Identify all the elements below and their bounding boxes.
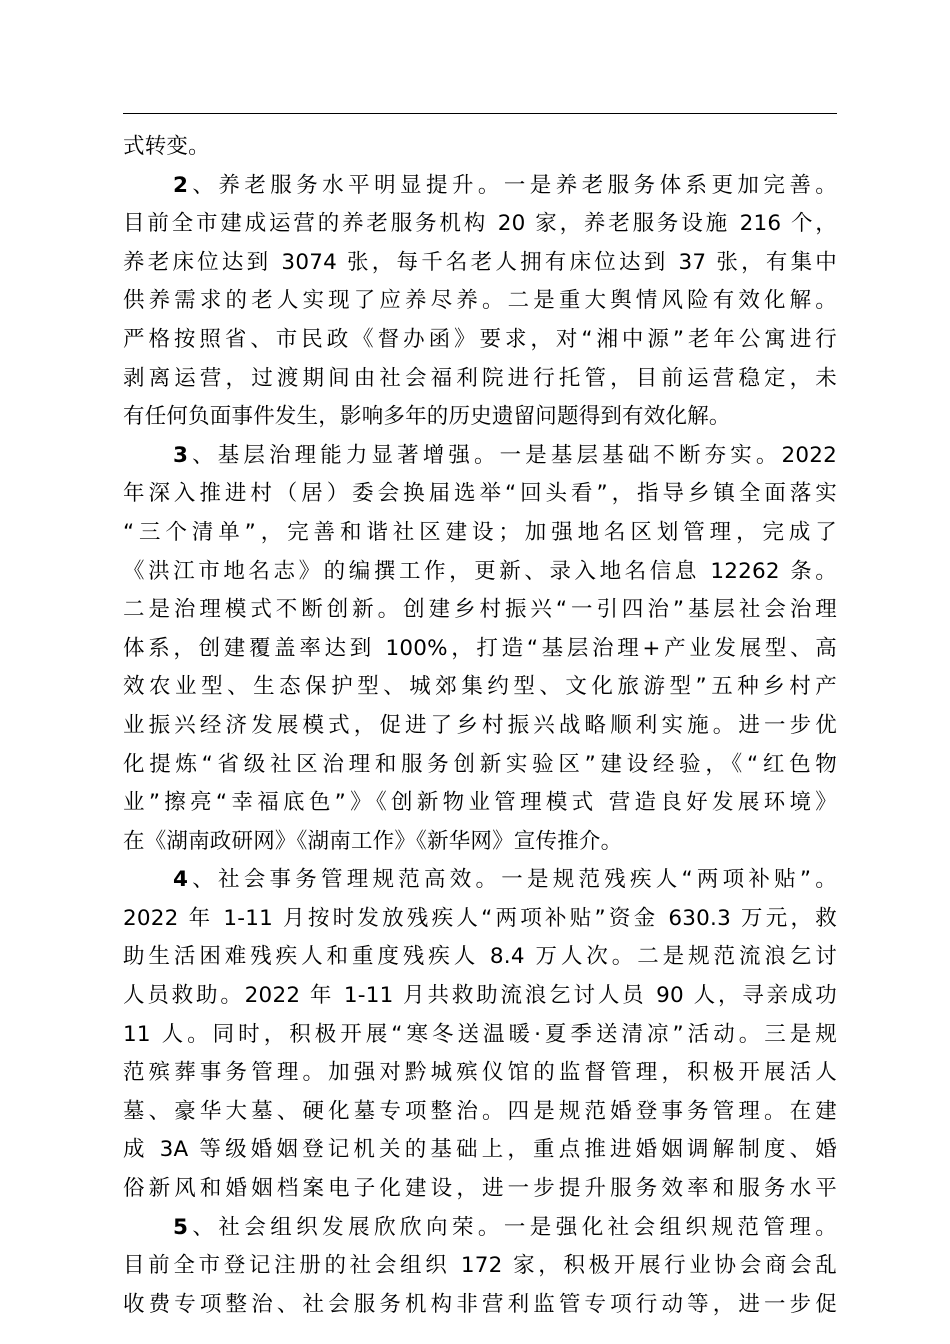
text-line	[123, 591, 837, 630]
text-line	[123, 398, 837, 437]
line-text: 目前全市建成运营的养老服务机构 20 家，养老服务设施 216 个，	[123, 211, 837, 237]
text-line	[123, 1170, 837, 1209]
text-line	[123, 360, 837, 399]
document-body	[123, 128, 837, 1324]
line-text: 式转变。	[123, 134, 210, 159]
text-line	[123, 938, 837, 977]
text-line	[123, 1209, 837, 1248]
text-line	[123, 514, 837, 553]
text-line	[123, 668, 837, 707]
line-text: 收费专项整治、社会服务机构非营利监管专项行动等，进一步促	[123, 1291, 837, 1317]
line-text: 体系，创建覆盖率达到 100%，打造“基层治理+产业发展型、高	[123, 635, 837, 661]
line-text: 、社会事务管理规范高效。一是规范残疾人“两项补贴”。	[188, 867, 837, 893]
text-line	[123, 437, 837, 476]
line-text: 、基层治理能力显著增强。一是基层基础不断夯实。2022	[188, 442, 837, 468]
text-line	[123, 746, 837, 785]
text-line	[123, 1247, 837, 1286]
text-line	[123, 167, 837, 206]
line-text: 《洪江市地名志》的编撰工作，更新、录入地名信息 12262 条。	[123, 558, 837, 584]
text-line	[123, 321, 837, 360]
line-text: 、社会组织发展欣欣向荣。一是强化社会组织规范管理。	[188, 1214, 837, 1240]
text-line	[123, 1093, 837, 1132]
line-text: 人员救助。2022 年 1-11 月共救助流浪乞讨人员 90 人，寻亲成功	[123, 983, 837, 1009]
line-text: 有任何负面事件发生，影响多年的历史遗留问题得到有效化解。	[123, 404, 731, 430]
line-text: 俗新风和婚姻档案电子化建设，进一步提升服务效率和服务水平	[123, 1176, 837, 1202]
text-line	[123, 1054, 837, 1093]
line-text: 剥离运营，过渡期间由社会福利院进行托管，目前运营稳定，未	[123, 365, 837, 391]
header-rule	[123, 113, 837, 114]
line-text: 养老床位达到 3074 张，每千名老人拥有床位达到 37 张，有集中	[123, 249, 837, 275]
line-text: 在《湖南政研网》《湖南工作》《新华网》宣传推介。	[123, 828, 623, 854]
line-text: 业振兴经济发展模式，促进了乡村振兴战略顺利实施。进一步优	[123, 712, 837, 738]
line-text: “三个清单”，完善和谐社区建设；加强地名区划管理，完成了	[123, 519, 837, 545]
line-text: 墓、豪华大墓、硬化墓专项整治。四是规范婚登事务管理。在建	[123, 1098, 837, 1124]
text-line	[123, 630, 837, 669]
line-text: 化提炼“省级社区治理和服务创新实验区”建设经验，《“红色物	[123, 751, 837, 777]
section-number: 4	[173, 867, 189, 893]
section-number: 3	[173, 442, 189, 468]
line-text: 成 3A 等级婚姻登记机关的基础上，重点推进婚姻调解制度、婚	[123, 1137, 837, 1163]
line-text: 目前全市登记注册的社会组织 172 家，积极开展行业协会商会乱	[123, 1253, 837, 1279]
section-number: 5	[173, 1214, 189, 1240]
line-text: 严格按照省、市民政《督办函》要求，对“湘中源”老年公寓进行	[123, 326, 837, 352]
text-line	[123, 1286, 837, 1325]
line-text: 2022 年 1-11 月按时发放残疾人“两项补贴”资金 630.3 万元，救	[123, 905, 837, 931]
line-text: 年深入推进村（居）委会换届选举“回头看”，指导乡镇全面落实	[123, 481, 837, 507]
line-text: 效农业型、生态保护型、城郊集约型、文化旅游型”五种乡村产	[123, 674, 837, 700]
text-line	[123, 900, 837, 939]
section-number: 2	[173, 172, 189, 198]
text-line	[123, 553, 837, 592]
line-text: 供养需求的老人实现了应养尽养。二是重大舆情风险有效化解。	[123, 288, 837, 314]
line-text: 二是治理模式不断创新。创建乡村振兴“一引四治”基层社会治理	[123, 597, 837, 623]
text-line	[123, 977, 837, 1016]
text-line	[123, 244, 837, 283]
text-line	[123, 784, 837, 823]
text-line	[123, 1016, 837, 1055]
line-text: 11 人。同时，积极开展“寒冬送温暖·夏季送清凉”活动。三是规	[123, 1021, 837, 1047]
text-line	[123, 282, 837, 321]
text-line	[123, 1131, 837, 1170]
text-line	[123, 205, 837, 244]
text-line	[123, 128, 837, 167]
text-line	[123, 861, 837, 900]
line-text: 、养老服务水平明显提升。一是养老服务体系更加完善。	[188, 172, 837, 198]
line-text: 业”擦亮“幸福底色”》《创新物业管理模式 营造良好发展环境》	[123, 790, 837, 816]
line-text: 助生活困难残疾人和重度残疾人 8.4 万人次。二是规范流浪乞讨	[123, 944, 837, 970]
text-line	[123, 707, 837, 746]
text-line	[123, 475, 837, 514]
text-line	[123, 823, 837, 862]
line-text: 范殡葬事务管理。加强对黔城殡仪馆的监督管理，积极开展活人	[123, 1060, 837, 1086]
